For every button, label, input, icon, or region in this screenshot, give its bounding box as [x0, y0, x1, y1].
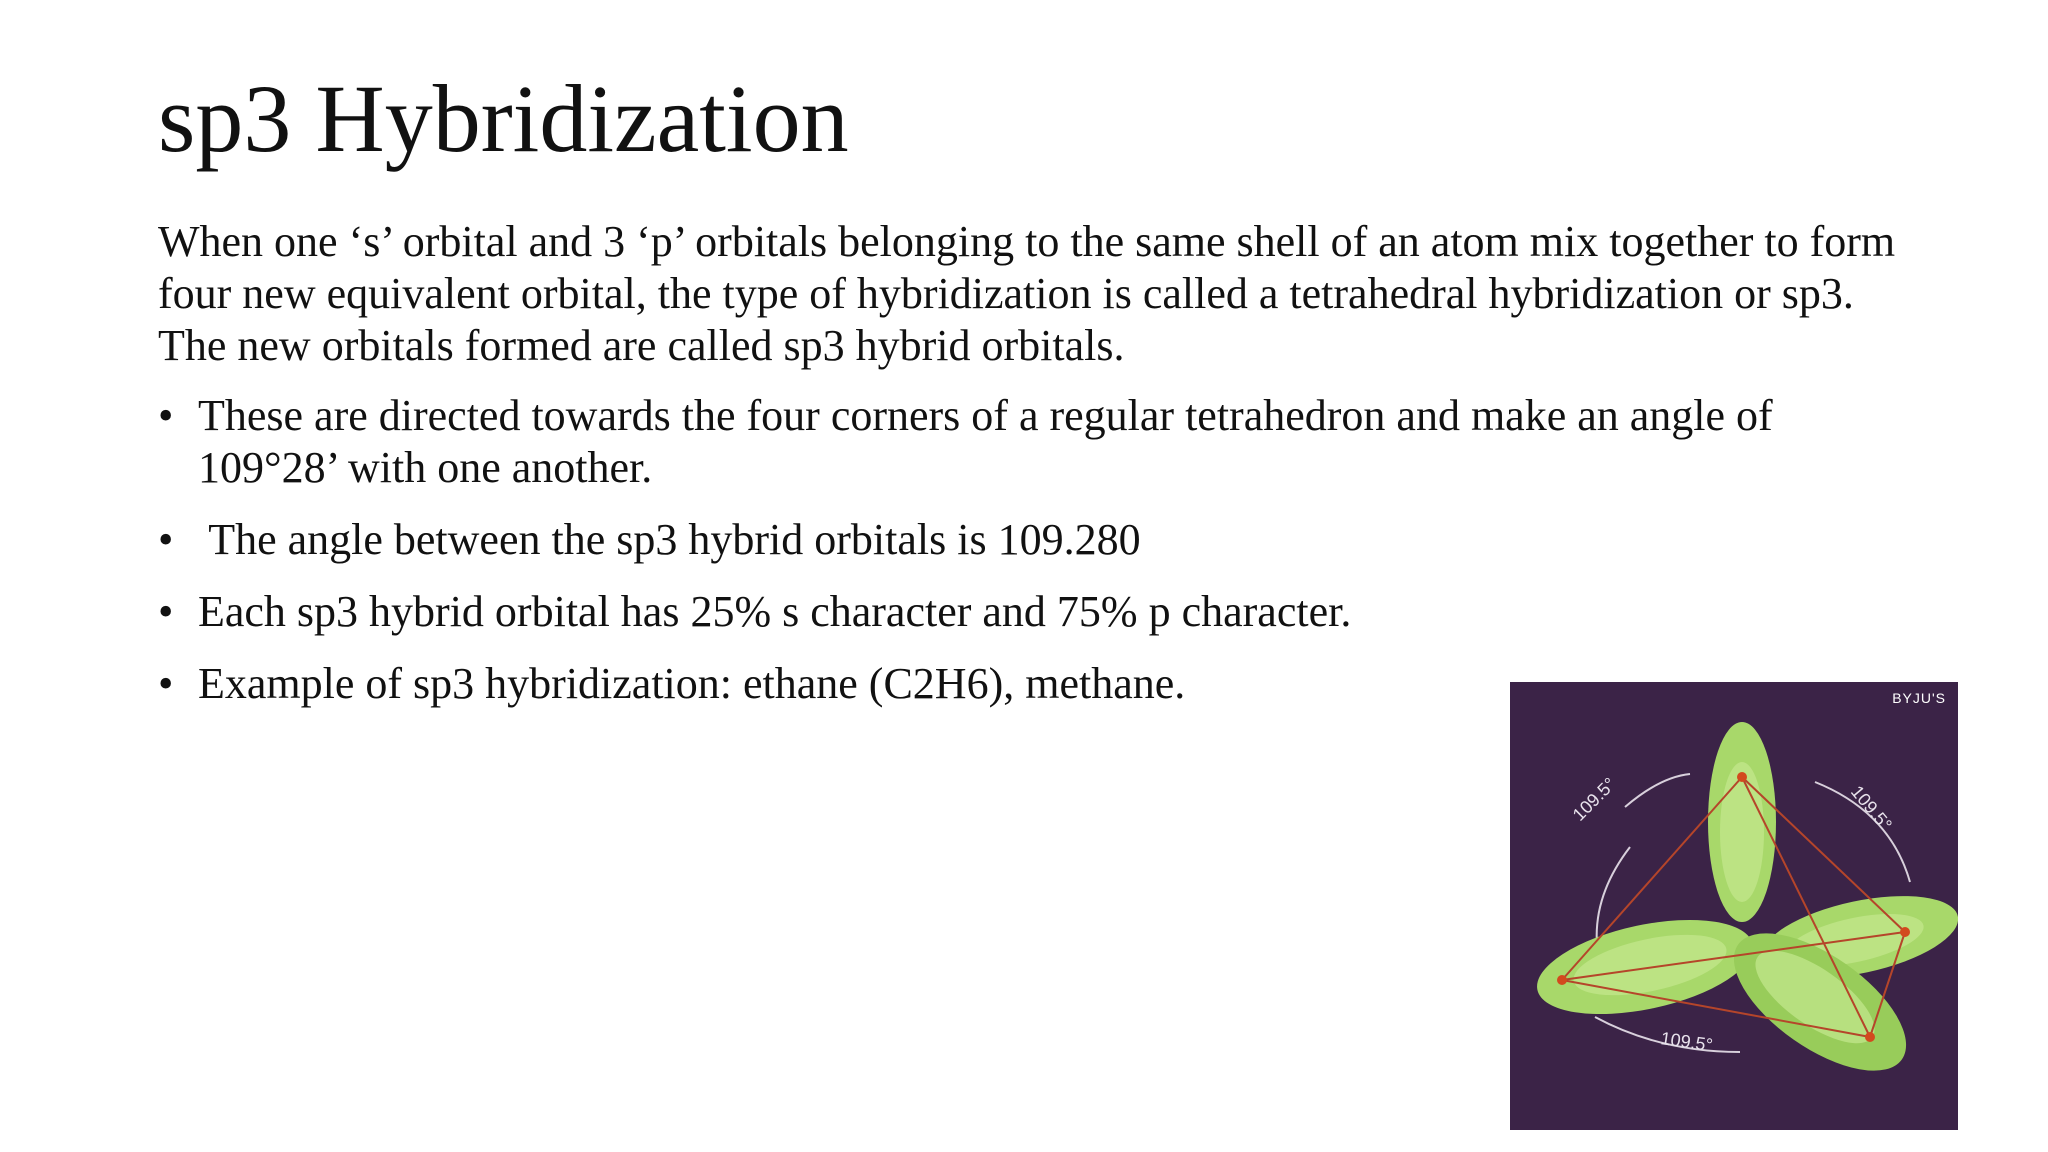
angle-label-left: 109.5° [1568, 773, 1620, 825]
bullet-item [158, 514, 1918, 566]
bullet-marker: • [158, 659, 174, 708]
bullet-marker: • [158, 515, 174, 564]
bullet-item [158, 390, 1918, 494]
bullet-text: These are directed towards the four corners of a regular tetrahedron and make an angle of 109°28’ with one another. [198, 391, 1773, 492]
slide-title: sp3 Hybridization [158, 65, 849, 172]
bullet-marker: • [158, 391, 174, 440]
angle-label-bottom: 109.5° [1659, 1028, 1714, 1056]
bullet-marker: • [158, 587, 174, 636]
orbital-lobe-top-highlight [1720, 762, 1764, 902]
angle-label-right: 109.5° [1846, 781, 1896, 835]
intro-paragraph: When one ‘s’ orbital and 3 ‘p’ orbitals belonging to the same shell of an atom mix together to form four new equivalent orbital, the type of hybridization is called a tetrahedral hybridization or sp3. The new orbitals formed are called sp3 hybrid orbitals. [158, 217, 1896, 370]
bullet-text: The angle between the sp3 hybrid orbitals is 109.280 [198, 515, 1141, 564]
bullet-item [158, 586, 1918, 638]
bullet-list [158, 390, 1918, 730]
bullet-text: Example of sp3 hybridization: ethane (C2H6), methane. [198, 659, 1186, 708]
bullet-text: Each sp3 hybrid orbital has 25% s character and 75% p character. [198, 587, 1352, 636]
angle-arc-top-left [1625, 774, 1690, 807]
brand-logo: BYJU'S [1892, 690, 1946, 706]
orbital-diagram [1510, 682, 1958, 1130]
tetrahedral-orbital-figure [1510, 682, 1958, 1130]
